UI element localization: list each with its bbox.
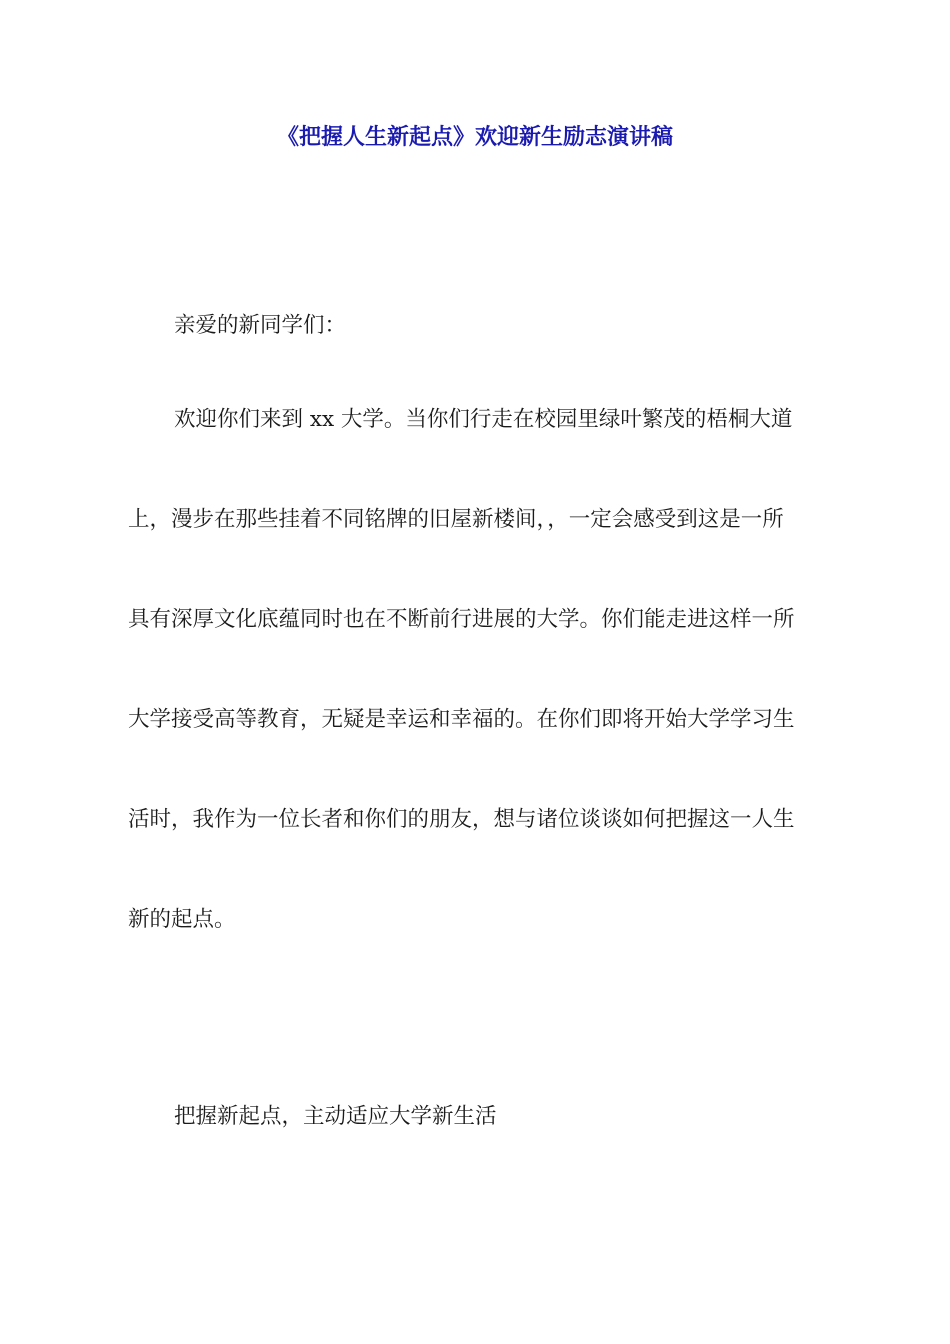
greeting-line: 亲爱的新同学们： [174, 313, 347, 338]
document-title: 《把握人生新起点》欢迎新生励志演讲稿 [276, 125, 673, 150]
paragraph-line: 欢迎你们来到 xx 大学。当你们行走在校园里绿叶繁茂的梧桐大道 [174, 407, 793, 432]
paragraph-line: 活时，我作为一位长者和你们的朋友，想与诸位谈谈如何把握这一人生 [128, 807, 795, 832]
body-paragraph [128, 400, 828, 1000]
paragraph-line: 大学接受高等教育，无疑是幸运和幸福的。在你们即将开始大学学习生 [128, 707, 795, 732]
paragraph-line: 具有深厚文化底蕴同时也在不断前行进展的大学。你们能走进这样一所 [128, 607, 795, 632]
paragraph-line: 新的起点。 [128, 907, 236, 932]
section-subheading: 把握新起点，主动适应大学新生活 [174, 1104, 497, 1129]
paragraph-line: 上，漫步在那些挂着不同铭牌的旧屋新楼间，，一定会感受到这是一所 [128, 507, 784, 532]
